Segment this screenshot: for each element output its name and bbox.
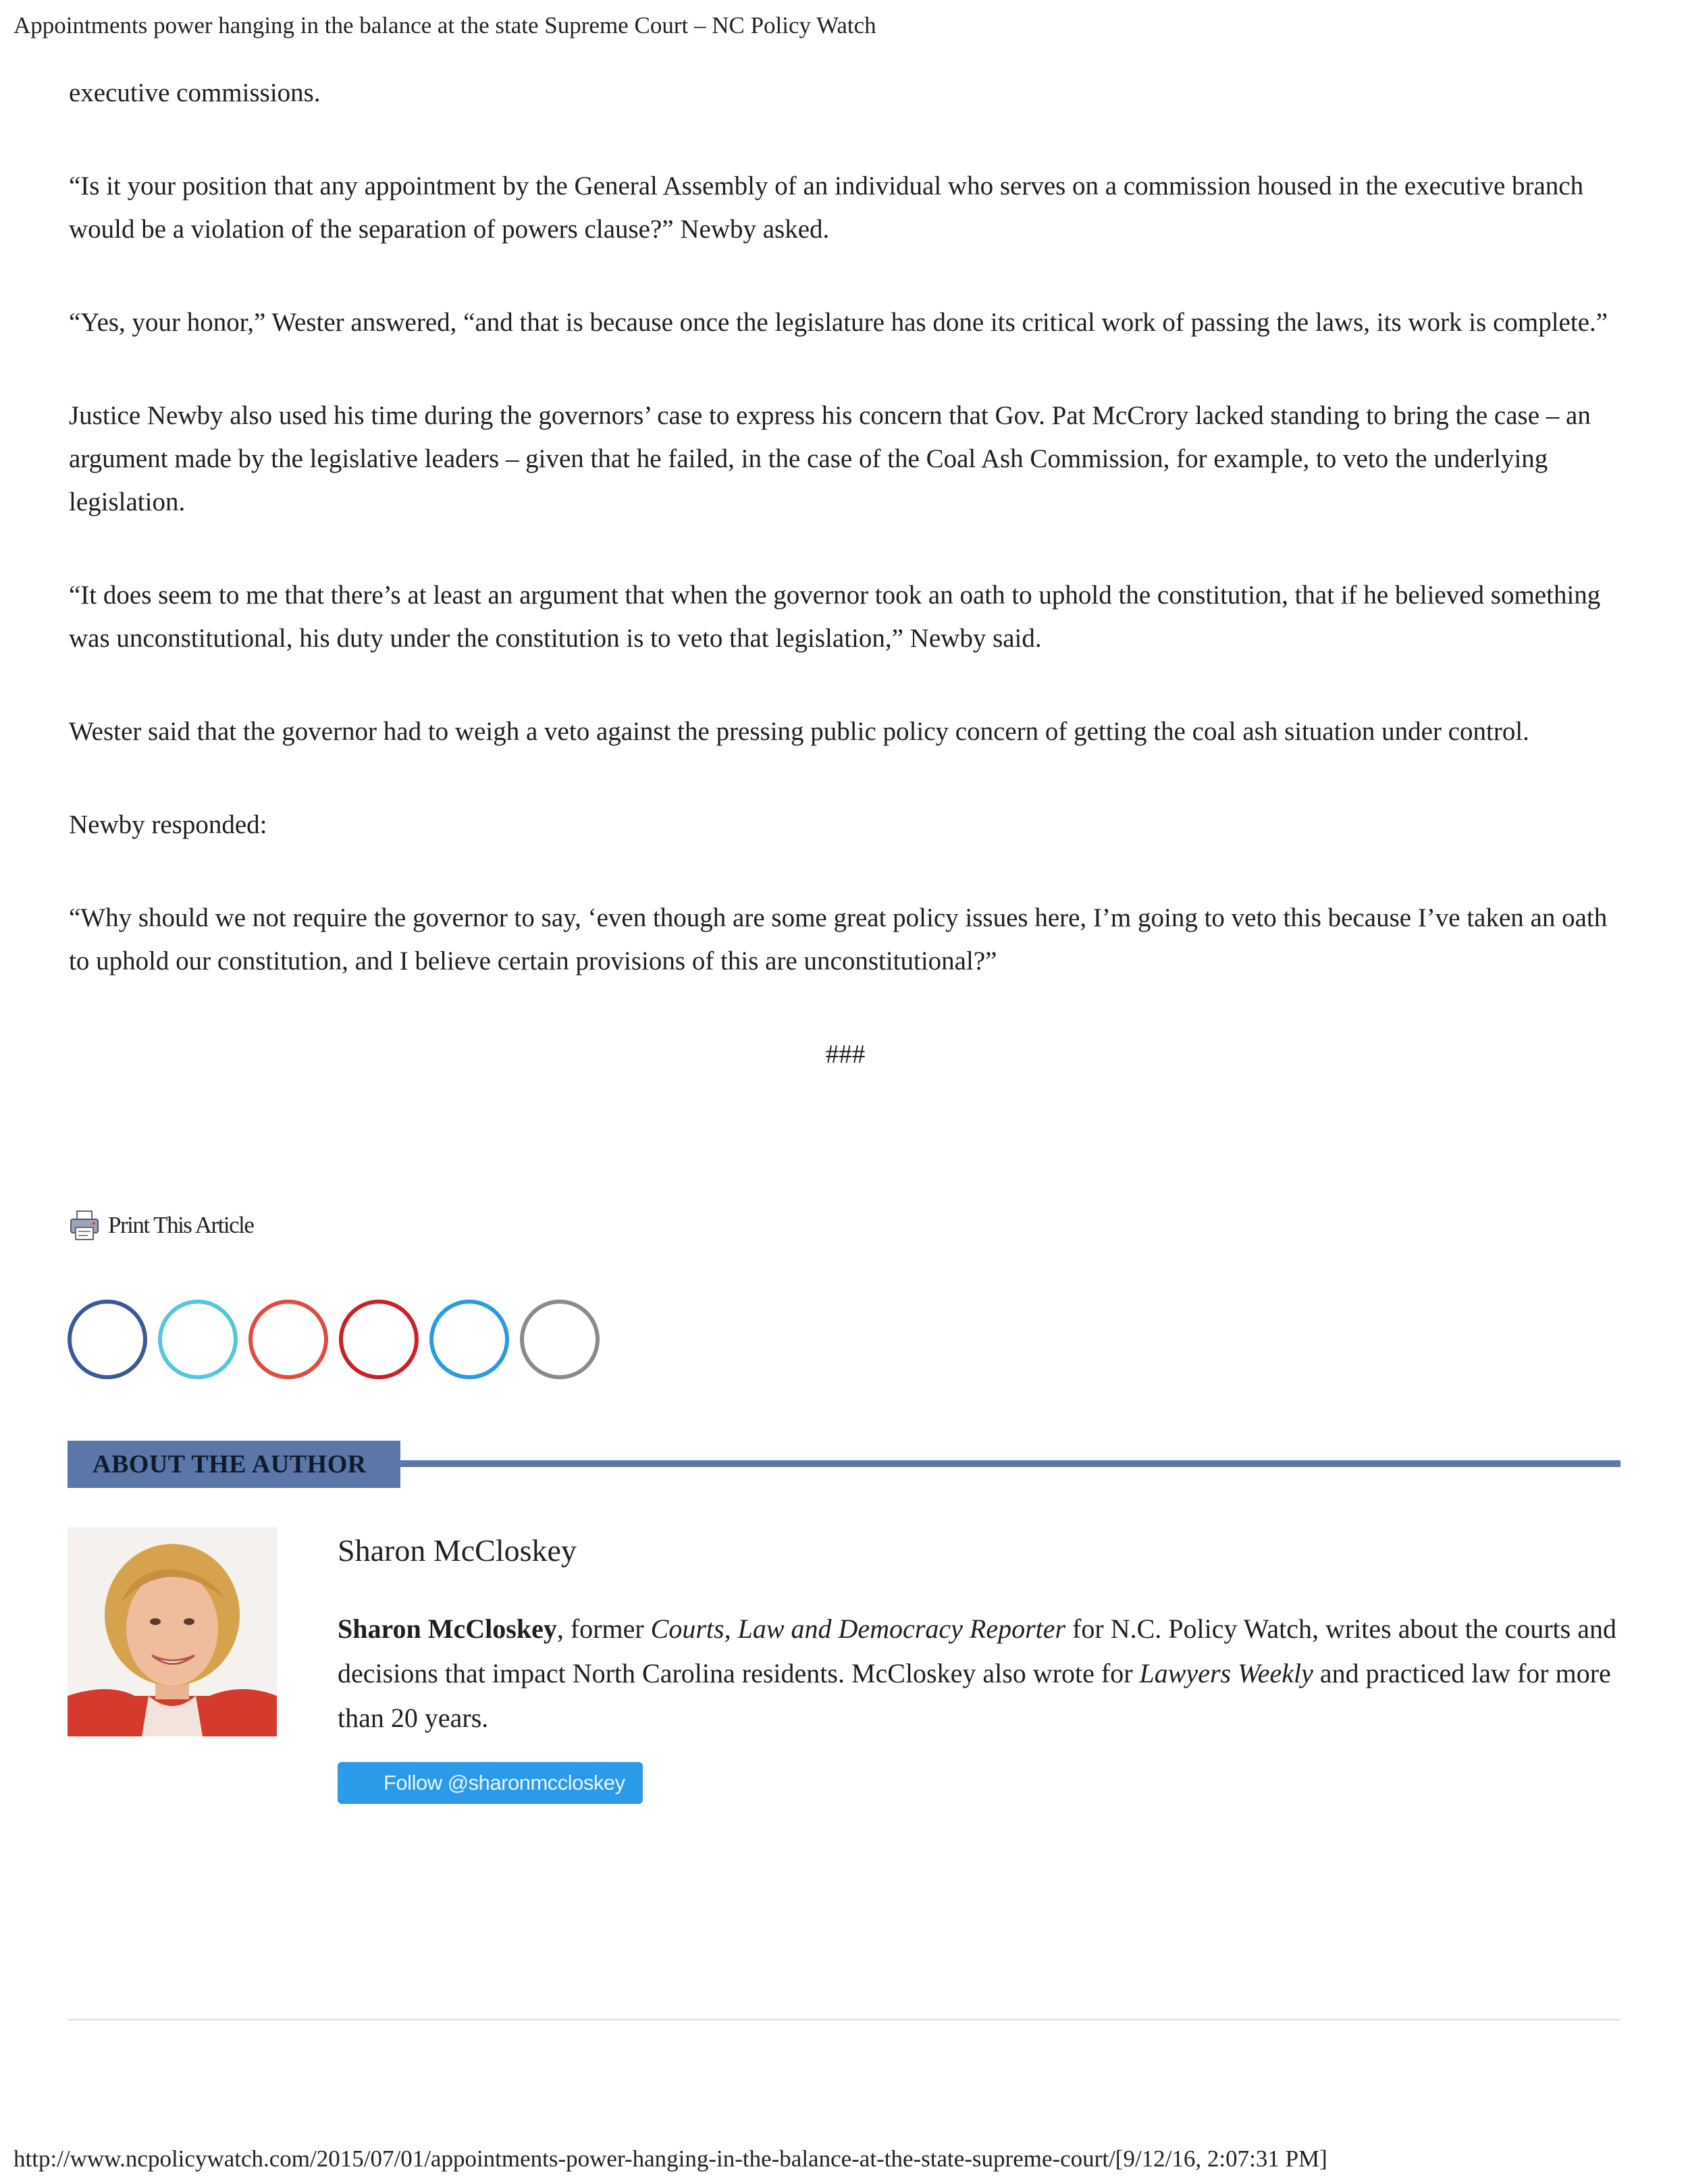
article-paragraph: “Yes, your honor,” Wester answered, “and that is because once the legislature has done its critical work of passing the laws, its work is complete.” (69, 308, 1608, 337)
twitter-follow-button[interactable]: Follow @sharonmccloskey (338, 1762, 643, 1804)
author-bio-text: , former (556, 1614, 651, 1644)
article-paragraph: “It does seem to me that there’s at least an argument that when the governor took an oath to uphold the constitution, that if he believed something was unconstitutional, his duty under the constitution is to veto that legislation,” Newby said. (69, 581, 1601, 653)
author-bio-text: and practiced law for more than 20 years. (338, 1658, 1611, 1733)
about-author-heading: ABOUT THE AUTHOR (68, 1441, 400, 1488)
facebook-share-button[interactable] (68, 1300, 147, 1379)
article-paragraph: “Why should we not require the governor to say, ‘even though are some great policy issues here, I’m going to veto this because I’ve taken an oath to uphold our constitution, and I believe certain provisions of this are unconstitutional?” (69, 903, 1608, 976)
author-bio-title: Courts, Law and Democracy Reporter (650, 1614, 1066, 1644)
author-avatar (68, 1527, 277, 1736)
article-end-mark: ### (825, 1040, 866, 1069)
author-name: Sharon McCloskey (338, 1533, 577, 1568)
article-body (69, 72, 1622, 1076)
author-bio-text: for N.C. Policy Watch, writes about the courts and decisions that impact North Carolina residents. McCloskey also wrote for (338, 1614, 1616, 1688)
share-buttons (68, 1300, 600, 1379)
twitter-share-button[interactable] (158, 1300, 238, 1379)
printer-icon (68, 1208, 101, 1242)
google-plus-share-button[interactable] (248, 1300, 328, 1379)
pinterest-share-button[interactable] (339, 1300, 419, 1379)
footer-divider (68, 2019, 1620, 2021)
author-bio-name: Sharon McCloskey (338, 1614, 557, 1644)
author-bio-publication: Lawyers Weekly (1139, 1658, 1313, 1688)
author-bio (338, 1607, 1620, 1740)
article-paragraph: Wester said that the governor had to weigh a veto against the pressing public policy concern of getting the coal ash situation under control. (69, 717, 1529, 746)
article-paragraph: executive commissions. (69, 78, 321, 107)
linkedin-share-button[interactable] (429, 1300, 509, 1379)
page-header-title: Appointments power hanging in the balance at the state Supreme Court – NC Policy Watch (14, 12, 876, 38)
article-paragraph: Justice Newby also used his time during the governors’ case to express his concern that Gov. Pat McCrory lacked standing to bring the case – an argument made by the legislative leaders – given that he failed, in the case of the Coal Ash Commission, for example, to veto the underlying legislation. (69, 401, 1591, 516)
email-share-button[interactable] (520, 1300, 600, 1379)
print-article-link[interactable] (68, 1208, 253, 1242)
article-paragraph: Newby responded: (69, 810, 267, 839)
article-paragraph: “Is it your position that any appointment by the General Assembly of an individual who serves on a commission housed in the executive branch would be a violation of the separation of powers clause?” Newby asked. (69, 171, 1584, 244)
print-article-label: Print This Article (108, 1212, 254, 1238)
page-footer-url: http://www.ncpolicywatch.com/2015/07/01/appointments-power-hanging-in-the-balance-at-the-state-supreme-court/[9/12/16, 2:07:31 PM] (14, 2146, 1327, 2172)
